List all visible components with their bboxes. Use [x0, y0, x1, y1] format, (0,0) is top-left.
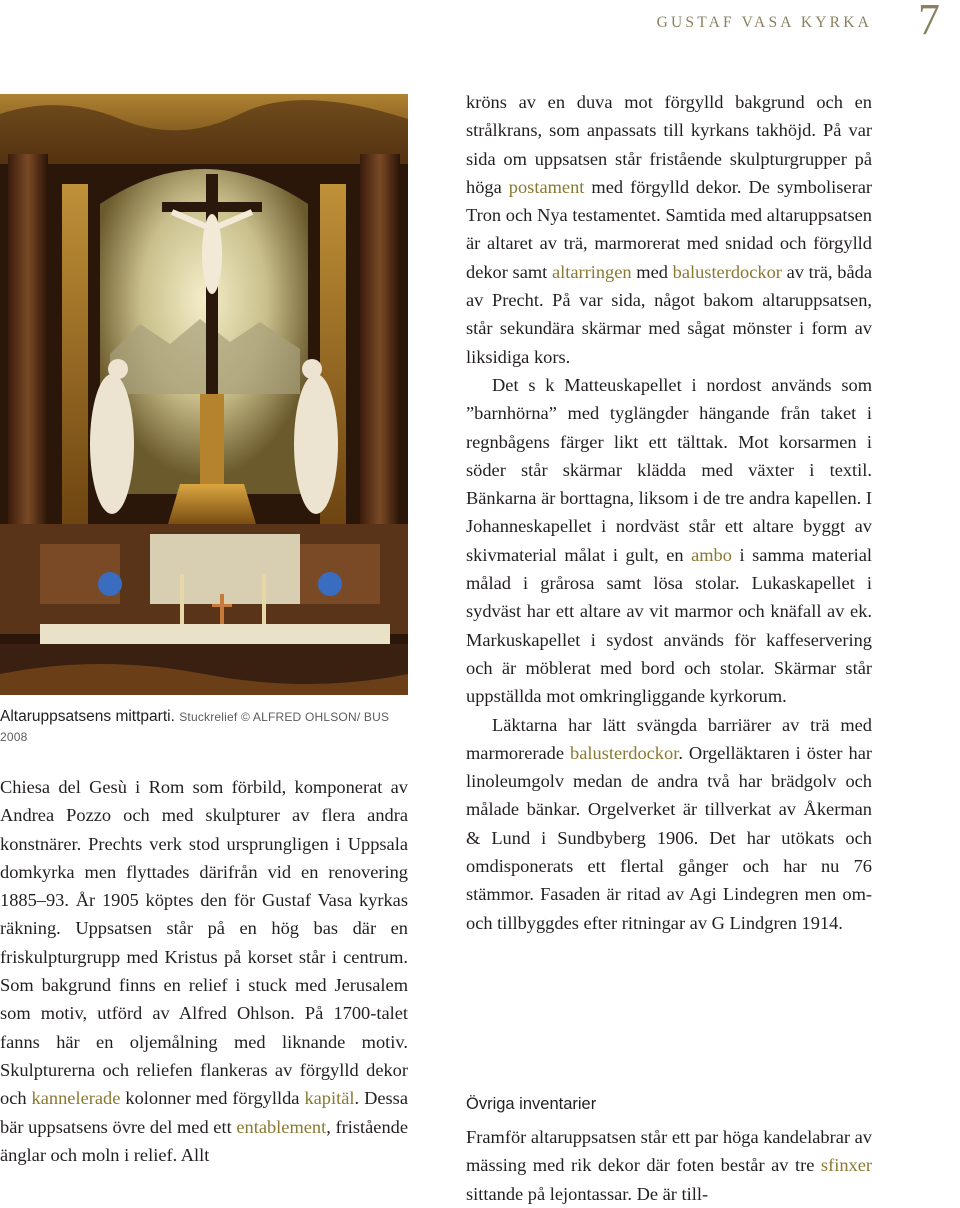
glossary-term-link[interactable]: kapitäl — [304, 1088, 355, 1109]
text-run: Framför altaruppsatsen står ett par höga kandelabrar av mässing med rik dekor där foten består av tre — [466, 1127, 872, 1176]
photo-caption — [0, 707, 400, 747]
glossary-term-link[interactable]: altarringen — [551, 261, 632, 282]
text-run: Läktarna har lätt svängda barriärer av trä med marmorerade — [466, 714, 872, 763]
glossary-term-link[interactable]: ambo — [691, 544, 732, 565]
paragraph — [0, 773, 408, 1169]
paragraph — [466, 88, 872, 371]
text-run: med förgylld dekor. De symboliserar Tron och Nya testamentet. Samtida med altaruppsatsen är altaret av trä, marmorerat med snidad och förgylld dekor samt — [466, 176, 872, 282]
left-column — [0, 773, 408, 1169]
text-run: kröns av en duva mot förgylld bakgrund och en strålkrans, som anpassats till kyrkans takhöjd. På var sida om uppsatsen står fristående skulpturgrupper på höga — [466, 92, 872, 197]
text-run: Det s k Matteuskapellet i nordost används som ”barnhörna” med tyglängder hängande från taket i regnbågens färger likt ett tälttak. Mot korsarmen i söder står skärmar klädda med växter i textil. Bänkarna är borttagna, liksom i de tre andra kapellen. I Johanneskapellet i nordväst står ett altare byggt av skivmaterial målat i gult, en — [466, 374, 872, 565]
paragraph — [466, 711, 872, 937]
glossary-term-link[interactable]: postament — [508, 176, 585, 197]
caption-title: Altaruppsatsens mittparti. — [0, 708, 175, 725]
text-run: . Orgelläktaren i öster har linoleumgolv medan de andra två har brädgolv och målade bänkar. Orgelverket är tillverkat av Åkerman & Lund i Sundbyberg 1906. Det har utökats och omdisponerats ett flertal gånger och har nu 76 stämmor. Fasaden är ritad av Agi Lindegren men om- och tillbyggdes efter ritningar av G Lindgren 1914. — [466, 742, 873, 933]
page-number: 7 — [918, 0, 940, 44]
text-run: , fristående änglar och moln i relief. Allt — [0, 1116, 408, 1165]
right-column — [466, 88, 872, 937]
glossary-term-link[interactable]: kannelerade — [31, 1088, 121, 1109]
text-run: kolonner med förgyllda — [120, 1088, 305, 1109]
glossary-term-link[interactable]: sfinxer — [820, 1155, 872, 1176]
text-run: Chiesa del Gesù i Rom som förbild, komponerat av Andrea Pozzo och med skulpturer av flera andra konstnärer. Prechts verk stod ursprungligen i Uppsala domkyrka men flyttades därifrån vid en renovering 1885–93. År 1905 köptes den för Gustaf Vasa kyrkas räkning. Uppsatsen står på en hög bas där en friskulpturgrupp med Kristus på korset står i centrum. Som bakgrund finns en relief i stuck med Jerusalem som motiv, utförd av Alfred Ohlson. På 1700-talet fanns här en oljemålning med liknande motiv. Skulpturerna och reliefen flankeras av förgylld dekor och — [0, 777, 408, 1109]
text-run: sittande på lejontassar. De är till- — [466, 1183, 709, 1204]
section-body — [466, 1123, 872, 1208]
altar-illustration — [0, 94, 408, 695]
altar-photo — [0, 94, 408, 695]
text-run: . Dessa bär uppsatsens övre del med ett — [0, 1088, 409, 1137]
text-run: i samma material målad i grårosa samt lösa stolar. Lukaskapellet i sydväst har ett altare av vit marmor och knäfall av ek. Markuskapellet i sydost används för kaffeservering och är möblerat med bord och stolar. Skärmar står uppställda mot omkringliggande kyrkorum. — [466, 544, 872, 707]
paragraph — [466, 1123, 872, 1208]
caption-credit: Stuckrelief © ALFRED OHLSON/ BUS 2008 — [0, 710, 390, 744]
glossary-term-link[interactable]: balusterdockor — [672, 261, 782, 282]
section-heading: Övriga inventarier — [466, 1095, 597, 1113]
text-run: av trä, båda av Precht. På var sida, något bakom altaruppsatsen, står sekundära skärmar med sågat mönster i form av liksidiga kors. — [466, 261, 872, 367]
text-run: med — [631, 261, 673, 282]
paragraph — [466, 371, 872, 711]
glossary-term-link[interactable]: entablement — [236, 1116, 327, 1137]
glossary-term-link[interactable]: balusterdockor — [570, 742, 679, 763]
running-title: GUSTAF VASA KYRKA — [656, 14, 872, 31]
